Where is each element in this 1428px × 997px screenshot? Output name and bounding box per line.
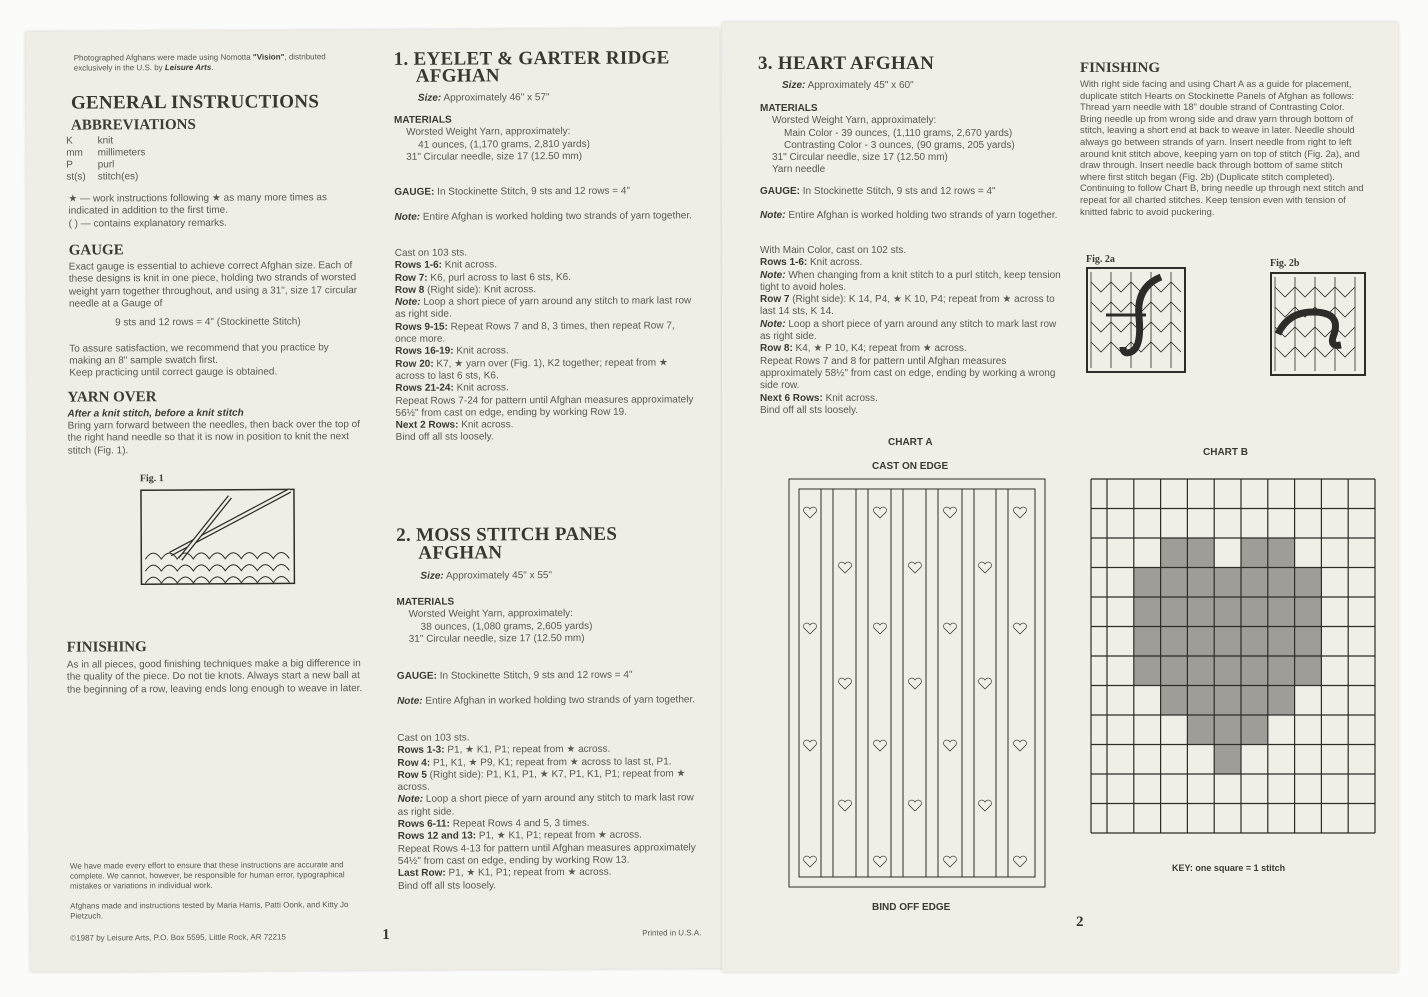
row-text: Knit across. (458, 419, 514, 431)
row-text: P1, K1, ★ P9, K1; repeat from ★ across to last st, P1. (430, 756, 672, 769)
row-text: Repeat Rows 7 and 8, 3 times, then repeat Row 7, once more. (395, 320, 675, 345)
heart-marker (909, 800, 922, 811)
pattern-1-gauge: GAUGE: In Stockinette Stitch, 9 sts and 12 rows = 4" (394, 185, 631, 198)
left-page (26, 28, 725, 972)
heart-cell (1268, 568, 1295, 598)
instruction-row (760, 245, 1065, 257)
row-label: Next 2 Rows: (395, 419, 459, 432)
row-text: P1, ★ K1, P1; repeat from ★ across. (476, 829, 642, 842)
row-text: (Right side): P1, K1, P1, ★ K7, P1, K1, P1; repeat from ★ across. (397, 768, 686, 794)
instruction-row (760, 343, 1065, 355)
heart-cell (1214, 597, 1241, 627)
pattern-3-rows (760, 245, 1065, 417)
row-text: Bind off all sts loosely. (397, 879, 497, 892)
heart-marker (944, 623, 957, 634)
heart-marker (1014, 507, 1027, 518)
inner-border (799, 489, 1035, 877)
heart-cell (1134, 656, 1161, 686)
heart-marker (1014, 740, 1027, 751)
abbreviation-row (66, 171, 157, 183)
heart-cell (1241, 715, 1268, 745)
heart-cell (1214, 627, 1241, 657)
abbreviation-row (66, 147, 157, 159)
heart-cell (1134, 627, 1161, 657)
finishing-heart-text: With right side facing and using Chart A as a guide for placement, duplicate stitch Hearts on Stockinette Panels of Afghan as follows: Thread yarn needle with 18" double strand of Contrasting Color. Bring needle up from wrong side and draw yarn through bottom of stitch, leaving a short end at back to weave in later. Needle should always go between strands of yarn. Insert needle from right to left around knit stitch above, keeping yarn on top of stitch (Fig. 2a), and draw through. Insert needle back through bottom of same stitch where first stitch began (Fig. 2b) (Duplicate stitch completed). Continuing to follow Chart B, bring needle up through next stitch and repeat for all charted stitches. Keep tension even with tension of knitted fabric to avoid puckering. (1080, 78, 1364, 217)
gauge-formula: 9 sts and 12 rows = 4" (Stockinette Stitch) (115, 316, 301, 329)
row-text: Repeat Rows 4 and 5, 3 times. (449, 817, 590, 830)
row-text: Bind off all sts loosely. (760, 404, 859, 416)
row-text: (Right side): K 14, P4, ★ K 10, P4; repeat from ★ across to last 14 sts, K 14. (760, 294, 1055, 318)
instruction-row (760, 356, 1065, 393)
gauge-text: Exact gauge is essential to achieve correct Afghan size. Each of these designs is knit in one piece, holding two strands of worsted weight yarn together throughout, and using a 31", size 17 circular needle at a Gauge of (68, 260, 358, 310)
heart-cell (1268, 627, 1295, 657)
heart-marker (804, 856, 817, 867)
abbreviation-value: knit (97, 135, 114, 147)
row-label: Row 20: (395, 358, 434, 370)
chart-b-key: KEY: one square = 1 stitch (1172, 863, 1286, 873)
printed-in-usa: Printed in U.S.A. (642, 928, 702, 938)
row-label: Note: (397, 794, 424, 806)
abbreviation-row (66, 135, 157, 147)
heart-cell (1187, 568, 1214, 598)
heart-cell (1295, 656, 1322, 686)
heart-cell (1214, 686, 1241, 716)
instruction-row (395, 394, 697, 420)
heart-marker (1014, 623, 1027, 634)
instruction-row (395, 320, 697, 346)
fig-2a-illustration (1086, 267, 1186, 373)
heart-cell (1214, 715, 1241, 745)
copyright: ©1987 by Leisure Arts, P.O. Box 5595, Little Rock, AR 72215 (70, 932, 286, 943)
heart-cell (1187, 656, 1214, 686)
heart-marker (804, 623, 817, 634)
row-label: Row 5 (397, 769, 427, 781)
row-text: (Right side): Knit across. (424, 284, 537, 296)
instruction-row (760, 257, 1065, 269)
instruction-row (760, 319, 1065, 344)
heart-cell (1161, 568, 1188, 598)
row-text: Knit across. (807, 257, 863, 269)
row-text: Repeat Rows 7 and 8 for pattern until Afghan measures approximately 58½" from cast on edge, ending by working a wrong side row. (760, 355, 1056, 392)
pattern-3-gauge: GAUGE: In Stockinette Stitch, 9 sts and 12 rows = 4" (760, 186, 996, 197)
row-label: Row 8: (760, 343, 793, 355)
heart-marker (944, 507, 957, 518)
abbreviation-key: P (66, 159, 73, 171)
pattern-1-note: Note: Entire Afghan is worked holding two strands of yarn together. (394, 210, 692, 223)
abbreviations-title: ABBREVIATIONS (70, 116, 196, 134)
heart-cell (1187, 597, 1214, 627)
instruction-row (395, 295, 697, 321)
row-label: Note: (760, 318, 786, 330)
chart-b (1090, 478, 1376, 834)
abbreviation-value: stitch(es) (97, 171, 139, 183)
instruction-row (760, 294, 1065, 319)
heart-cell (1187, 538, 1214, 568)
heart-cell (1161, 627, 1188, 657)
fig-2a-label: Fig. 2a (1086, 254, 1115, 265)
heart-cell (1214, 656, 1241, 686)
yarn-over-text: Bring yarn forward between the needles, then back over the top of the right hand needle so that it is now in position to knit the next stitch (Fig. 1). (67, 419, 361, 457)
row-label: Rows 6-11: (397, 818, 450, 830)
row-text: Loop a short piece of yarn around any stitch to mark last row as right side. (395, 295, 692, 321)
pattern-3-size: Size: Approximately 45" x 60" (782, 80, 914, 91)
heart-marker (839, 562, 852, 573)
instruction-row (398, 793, 700, 819)
heart-marker (1014, 856, 1027, 867)
instruction-row (760, 393, 1065, 405)
abbreviations-table (66, 135, 157, 183)
pattern-1-title-line2: AFGHAN (415, 65, 500, 87)
heart-cell (1161, 538, 1188, 568)
heart-cell (1268, 538, 1295, 568)
heart-marker (944, 740, 957, 751)
pattern-3-title: 3. HEART AFGHAN (758, 53, 935, 74)
heart-cell (1187, 715, 1214, 745)
instruction-row (398, 842, 700, 868)
row-text: Knit across. (453, 382, 509, 394)
heart-cell (1295, 597, 1322, 627)
general-instructions-title: GENERAL INSTRUCTIONS (70, 91, 320, 114)
pattern-2-title: 2. MOSS STITCH PANES (396, 523, 618, 546)
chart-a-title: CHART A (888, 437, 933, 448)
heart-marker (874, 623, 887, 634)
fig-2b-label: Fig. 2b (1270, 258, 1300, 269)
heart-cell (1241, 686, 1268, 716)
row-text: Repeat Rows 7-24 for pattern until Afghan measures approximately 56½" from cast on edge, ending by working Row 19. (395, 393, 694, 419)
instruction-row (760, 270, 1065, 295)
bind-off-edge-label: BIND OFF EDGE (872, 902, 951, 913)
heart-cell (1295, 568, 1322, 598)
paren-note: ( ) — contains explanatory remarks. (68, 217, 227, 230)
heart-cell (1161, 597, 1188, 627)
heart-cell (1268, 686, 1295, 716)
heart-cell (1241, 538, 1268, 568)
row-label: Note: (760, 269, 786, 281)
pattern-1-title: 1. EYELET & GARTER RIDGE (393, 47, 670, 70)
row-text: K7, ★ yarn over (Fig. 1), K2 together; repeat from ★ across to last 6 sts, K6. (395, 357, 668, 382)
row-label: Row 8 (394, 284, 425, 296)
row-label: Rows 21-24: (395, 382, 454, 395)
gauge-practice-text: Keep practicing until correct gauge is obtained. (69, 366, 278, 379)
heart-marker (874, 507, 887, 518)
right-page (722, 22, 1398, 972)
row-text: Loop a short piece of yarn around any stitch to mark last row as right side. (760, 318, 1057, 343)
finishing-text: As in all pieces, good finishing techniques make a big difference in the quality of the piece. Do not tie knots. Always start a new ball at the beginning of a row, leaving ends long enough to weave in later. (66, 658, 363, 696)
gauge-title: GAUGE (68, 242, 124, 259)
row-text: Repeat Rows 4-13 for pattern until Afghan measures approximately 54½" from cast on edge, ending by working Row 13. (397, 841, 696, 867)
fig-2b-illustration (1270, 272, 1366, 376)
row-label: Last Row: (397, 867, 446, 880)
row-label: Rows 9-15: (395, 321, 448, 333)
instruction-row (395, 357, 697, 383)
heart-cell (1134, 568, 1161, 598)
row-label: Row 7: (394, 272, 428, 284)
heart-marker (839, 678, 852, 689)
heart-cell (1187, 686, 1214, 716)
row-text: Cast on 103 sts. (394, 247, 468, 259)
heart-marker (839, 800, 852, 811)
heart-cell (1214, 568, 1241, 598)
pattern-3-note: Note: Entire Afghan is worked holding two strands of yarn together. (760, 210, 1058, 221)
row-text: Knit across. (441, 259, 498, 271)
abbreviation-key: K (66, 135, 73, 147)
testers-credit: Afghans made and instructions tested by Maria Harris, Patti Oonk, and Kitty Jo Pietzuch. (70, 900, 349, 921)
yarn-over-title: YARN OVER (67, 389, 157, 406)
heart-marker (804, 740, 817, 751)
instruction-row (398, 879, 700, 893)
abbreviation-key: mm (66, 147, 83, 159)
heart-cell (1134, 597, 1161, 627)
row-label: Next 6 Rows: (760, 392, 823, 404)
pattern-2-materials: MATERIALS Worsted Weight Yarn, approximately: 38 ounces, (1,080 grams, 2,605 yards) 31" Circular needle, size 17 (12.50 mm) (396, 596, 593, 645)
row-text: K6, purl across to last 6 sts, K6. (427, 271, 572, 284)
page-number-2: 2 (1076, 914, 1084, 930)
heart-cell (1295, 627, 1322, 657)
pattern-2-size: Size: Approximately 45" x 55" (420, 570, 553, 582)
row-text: Loop a short piece of yarn around any stitch to mark last row as right side. (397, 792, 694, 818)
row-text: Knit across. (822, 392, 878, 404)
star-note: ★ — work instructions following ★ as many more times as indicated in addition to the first time. (68, 192, 328, 217)
instruction-row (396, 431, 698, 445)
disclaimer: We have made every effort to ensure that these instructions are accurate and complete. We cannot, however, be responsible for human error, typographical mistakes or variations in individual work. (69, 860, 345, 891)
heart-cell (1241, 568, 1268, 598)
heart-marker (874, 740, 887, 751)
row-label: Rows 12 and 13: (397, 830, 477, 843)
heart-cell (1187, 627, 1214, 657)
row-text: Bind off all sts loosely. (395, 431, 494, 444)
chart-b-title: CHART B (1203, 447, 1248, 458)
outer-border (789, 479, 1045, 887)
pattern-1-materials: MATERIALS Worsted Weight Yarn, approximately: 41 ounces, (1,170 grams, 2,810 yards) 31" Circular needle, size 17 (12.50 mm) (393, 114, 590, 163)
heart-marker (979, 678, 992, 689)
heart-marker (909, 562, 922, 573)
abbreviation-value: purl (97, 159, 115, 171)
pattern-1-size: Size: Approximately 46" x 57" (417, 92, 550, 104)
page-number-1: 1 (382, 926, 390, 943)
fig-1-label: Fig. 1 (139, 473, 164, 485)
abbreviation-key: st(s) (66, 171, 86, 183)
row-label: Rows 1-6: (394, 259, 443, 272)
heart-cell (1161, 656, 1188, 686)
heart-marker (979, 562, 992, 573)
heart-cell (1241, 597, 1268, 627)
abbreviation-value: millimeters (97, 147, 146, 159)
heart-cell (1268, 656, 1295, 686)
row-label: Note: (394, 296, 421, 309)
heart-marker (944, 856, 957, 867)
pattern-2-rows (397, 731, 700, 892)
instruction-row (397, 768, 699, 794)
row-text: K4, ★ P 10, K4; repeat from ★ across. (792, 343, 967, 355)
row-label: Row 7 (760, 294, 790, 306)
heart-cell (1241, 656, 1268, 686)
yarn-credit: Photographed Afghans were made using Nomotta "Vision", distributed exclusively in the U.S. by Leisure Arts. (73, 52, 326, 73)
row-label: Rows 1-6: (760, 257, 808, 269)
heart-marker (874, 856, 887, 867)
heart-cell (1241, 627, 1268, 657)
heart-cell (1161, 686, 1188, 716)
pattern-2-gauge: GAUGE: In Stockinette Stitch, 9 sts and 12 rows = 4" (396, 669, 633, 682)
row-text: Knit across. (453, 345, 509, 357)
row-text: P1, ★ K1, P1; repeat from ★ across. (444, 744, 611, 756)
row-text: Cast on 103 sts. (397, 732, 470, 744)
cast-on-edge-label: CAST ON EDGE (872, 461, 949, 472)
pattern-2-title-line2: AFGHAN (418, 542, 503, 564)
finishing-title: FINISHING (66, 639, 147, 656)
chart-a (788, 478, 1048, 890)
heart-marker (909, 678, 922, 689)
pattern-2-note: Note: Entire Afghan in worked holding two strands of yarn together. (397, 694, 696, 707)
yarn-over-subtitle: After a knit stitch, before a knit stitch (67, 407, 244, 420)
heart-cell (1214, 745, 1241, 775)
instruction-row (760, 405, 1065, 417)
row-text: When changing from a knit stitch to a purl stitch, keep tension tight to avoid holes. (760, 269, 1061, 293)
gauge-swatch-text: To assure satisfaction, we recommend that you practice by making an 8" sample swatch first. (69, 342, 329, 367)
fig-1-illustration (140, 488, 296, 585)
row-label: Rows 1-3: (397, 744, 445, 757)
row-label: Rows 16-19: (395, 345, 454, 358)
finishing-heart-title: FINISHING (1080, 60, 1161, 76)
row-label: Row 4: (397, 757, 431, 769)
heart-marker (979, 800, 992, 811)
heart-marker (804, 507, 817, 518)
pattern-1-rows (395, 246, 698, 444)
row-text: P1, ★ K1, P1; repeat from ★ across. (445, 867, 612, 879)
pattern-3-materials: MATERIALS Worsted Weight Yarn, approximately: Main Color - 39 ounces, (1,110 grams, 2,670 yards) Contrasting Color - 3 ounces, (90 grams, 205 yards) 31" Circular needle, size 17 (12.50 mm) Yarn needle (760, 103, 1015, 176)
abbreviation-row (66, 159, 157, 171)
heart-cell (1268, 597, 1295, 627)
row-text: With Main Color, cast on 102 sts. (760, 245, 907, 256)
